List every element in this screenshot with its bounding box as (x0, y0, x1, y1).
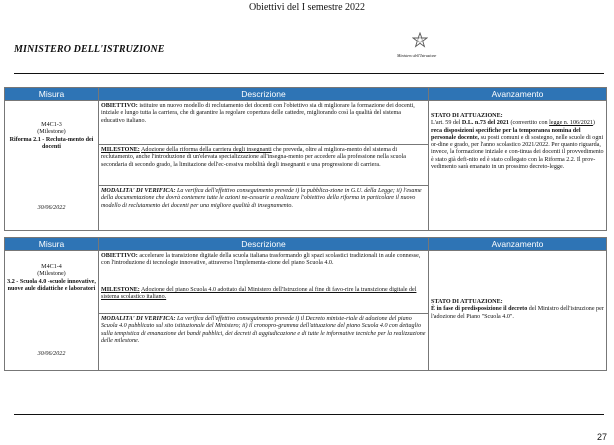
stato-text-1: L'art. 59 del (431, 120, 462, 127)
italian-emblem-icon (412, 32, 428, 48)
obiettivo-label: OBIETTIVO: (101, 253, 138, 259)
avanzamento-cell (429, 251, 607, 371)
descrizione-cell (99, 101, 429, 231)
obiettivo-label: OBIETTIVO: (101, 103, 138, 109)
descrizione-cell (99, 251, 429, 371)
verifica-label: MODALITA' DI VERIFICA: (101, 188, 176, 194)
milestone-label: MILESTONE: (101, 287, 140, 293)
column-header-descrizione: Descrizione (99, 238, 429, 251)
obiettivo-text: accelerare la transizione digitale della scuola italiana trasformando gli spazi scolastici tradizionali in aule connesse, con l'introduzione di tecnologie innovative, attraverso l'implementa-zione del piano Scuola 4.0. (101, 253, 421, 267)
column-header-avanzamento: Avanzamento (429, 88, 607, 101)
measure-code: M4C1-3 (41, 122, 62, 128)
milestone-label: MILESTONE: (101, 147, 140, 153)
column-header-misura: Misura (5, 88, 99, 101)
page-number: 27 (597, 432, 608, 442)
measure-table-1 (4, 87, 607, 231)
stato-label: STATO DI ATTUAZIONE: (431, 299, 503, 305)
verifica-text: La verifica dell'effettivo conseguimento prevede i) il Decreto ministe-riale di adozione del piano Scuola 4.0 pubblicato sul sito istituzionale del Ministero; ii) il cronopro-gramma dell'attuazione del piano Scuola 4.0 con dettaglio sulla tempistica di emanazione dei bandi pubblici, dei decreti di aggiudicazione e di tutte le informative tecniche per la realizzazione delle milestone. (101, 316, 426, 344)
measure-date: 30/06/2022 (37, 205, 66, 211)
verifica-label: MODALITA' DI VERIFICA: (101, 316, 176, 322)
milestone-underlined: Adozione della riforma della carriera degli insegnanti (141, 147, 272, 153)
emblem-caption: Ministero dell'Istruzione (397, 53, 437, 58)
column-header-descrizione: Descrizione (99, 88, 429, 101)
measure-table-2 (4, 237, 607, 371)
measure-title: 3.2 - Scuola 4.0 -scuole innovative, nuove aule didattiche e laboratori (7, 278, 96, 292)
milestone-underlined: Adozione del piano Scuola 4.0 adottato dal Ministero dell'Istruzione al fine di favo-rire la transizione digitale del sistema scolastico italiano. (101, 287, 417, 301)
stato-underlined: legge n. 106/2021 (549, 120, 593, 127)
obiettivo-text: istituire un nuovo modello di reclutamento dei docenti con l'obiettivo sia di migliorare la formazione dei docenti, iniziale e lungo tutta la carriera, che di garantire la regolare copertura delle cattedre, migliorando così la qualità del sistema educativo italiano. (101, 103, 415, 124)
obiettivo-block (99, 101, 428, 144)
obiettivo-block (99, 251, 428, 285)
measure-title: Riforma 2.1 - Recluta-mento dei docenti (9, 136, 94, 150)
measure-date: 30/06/2022 (37, 351, 66, 357)
milestone-text: che preveda, oltre al migliora-mento del sistema di reclutamento, anche l'introduzione di un'elevata specializzazione all'insegna-mento per accedere alla professione nella scuola secondaria di secondo grado, la limitazione dell'ec-cessiva mobilità degli insegnanti e una progressione di carriera. (101, 147, 406, 168)
milestone-block (99, 144, 428, 185)
stato-text-2: (convertito con (508, 120, 550, 127)
measure-kind: (Milestone) (37, 271, 66, 278)
milestone-block (99, 285, 428, 313)
page-title: Obiettivi del I semestre 2022 (248, 2, 366, 13)
stato-label: STATO DI ATTUAZIONE: (431, 113, 503, 119)
stato-text-3: ) (592, 120, 595, 127)
column-header-avanzamento: Avanzamento (429, 238, 607, 251)
footer-rule (14, 414, 604, 415)
verifica-block (99, 313, 428, 347)
misura-cell (5, 101, 99, 231)
stato-text-1: del Ministro dell'istruzione per l'adozione del Piano "Scuola 4.0". (431, 306, 604, 320)
misura-cell (5, 251, 99, 371)
stato-bold-1: È in fase di predisposizione il decreto (431, 306, 528, 313)
emblem (397, 32, 437, 58)
ministry-name: MINISTERO DELL'ISTRUZIONE (14, 44, 165, 55)
column-header-misura: Misura (5, 238, 99, 251)
verifica-block (99, 185, 428, 212)
avanzamento-cell (429, 101, 607, 231)
stato-bold-1: D.L. n.73 del 2021 (461, 120, 509, 127)
stato-bold-2: reca disposizioni specifiche per la temporanea nomina del personale docente, (431, 127, 581, 141)
measure-code: M4C1-4 (41, 264, 62, 270)
header-rule (14, 73, 604, 74)
measure-kind: (Milestone) (37, 129, 66, 136)
stato-text-4: su posti comuni e di sostegno, nelle scuole di ogni or-dine e grado, per l'anno scolastico 2021/2022. Per quanto riguarda, invece, la formazione iniziale e con-tinua dei docenti il provvedimento è stato già defi-nito ed è stato collegato con la Riforma 2.2. Il prov-vedimento sarà emanato in un prossimo decreto-legge. (431, 134, 604, 171)
verifica-text: La verifica dell'effettivo conseguimento prevede i) la pubblica-zione in G.U. della Legge; ii) l'esame della documentazione che dovrà contenere tutte le azioni ne-cessarie a realizzare l'obiettivo della riforma in particolare il nuovo modello di reclutamento dei docenti per una migliore qualità di insegnamento. (101, 188, 422, 209)
